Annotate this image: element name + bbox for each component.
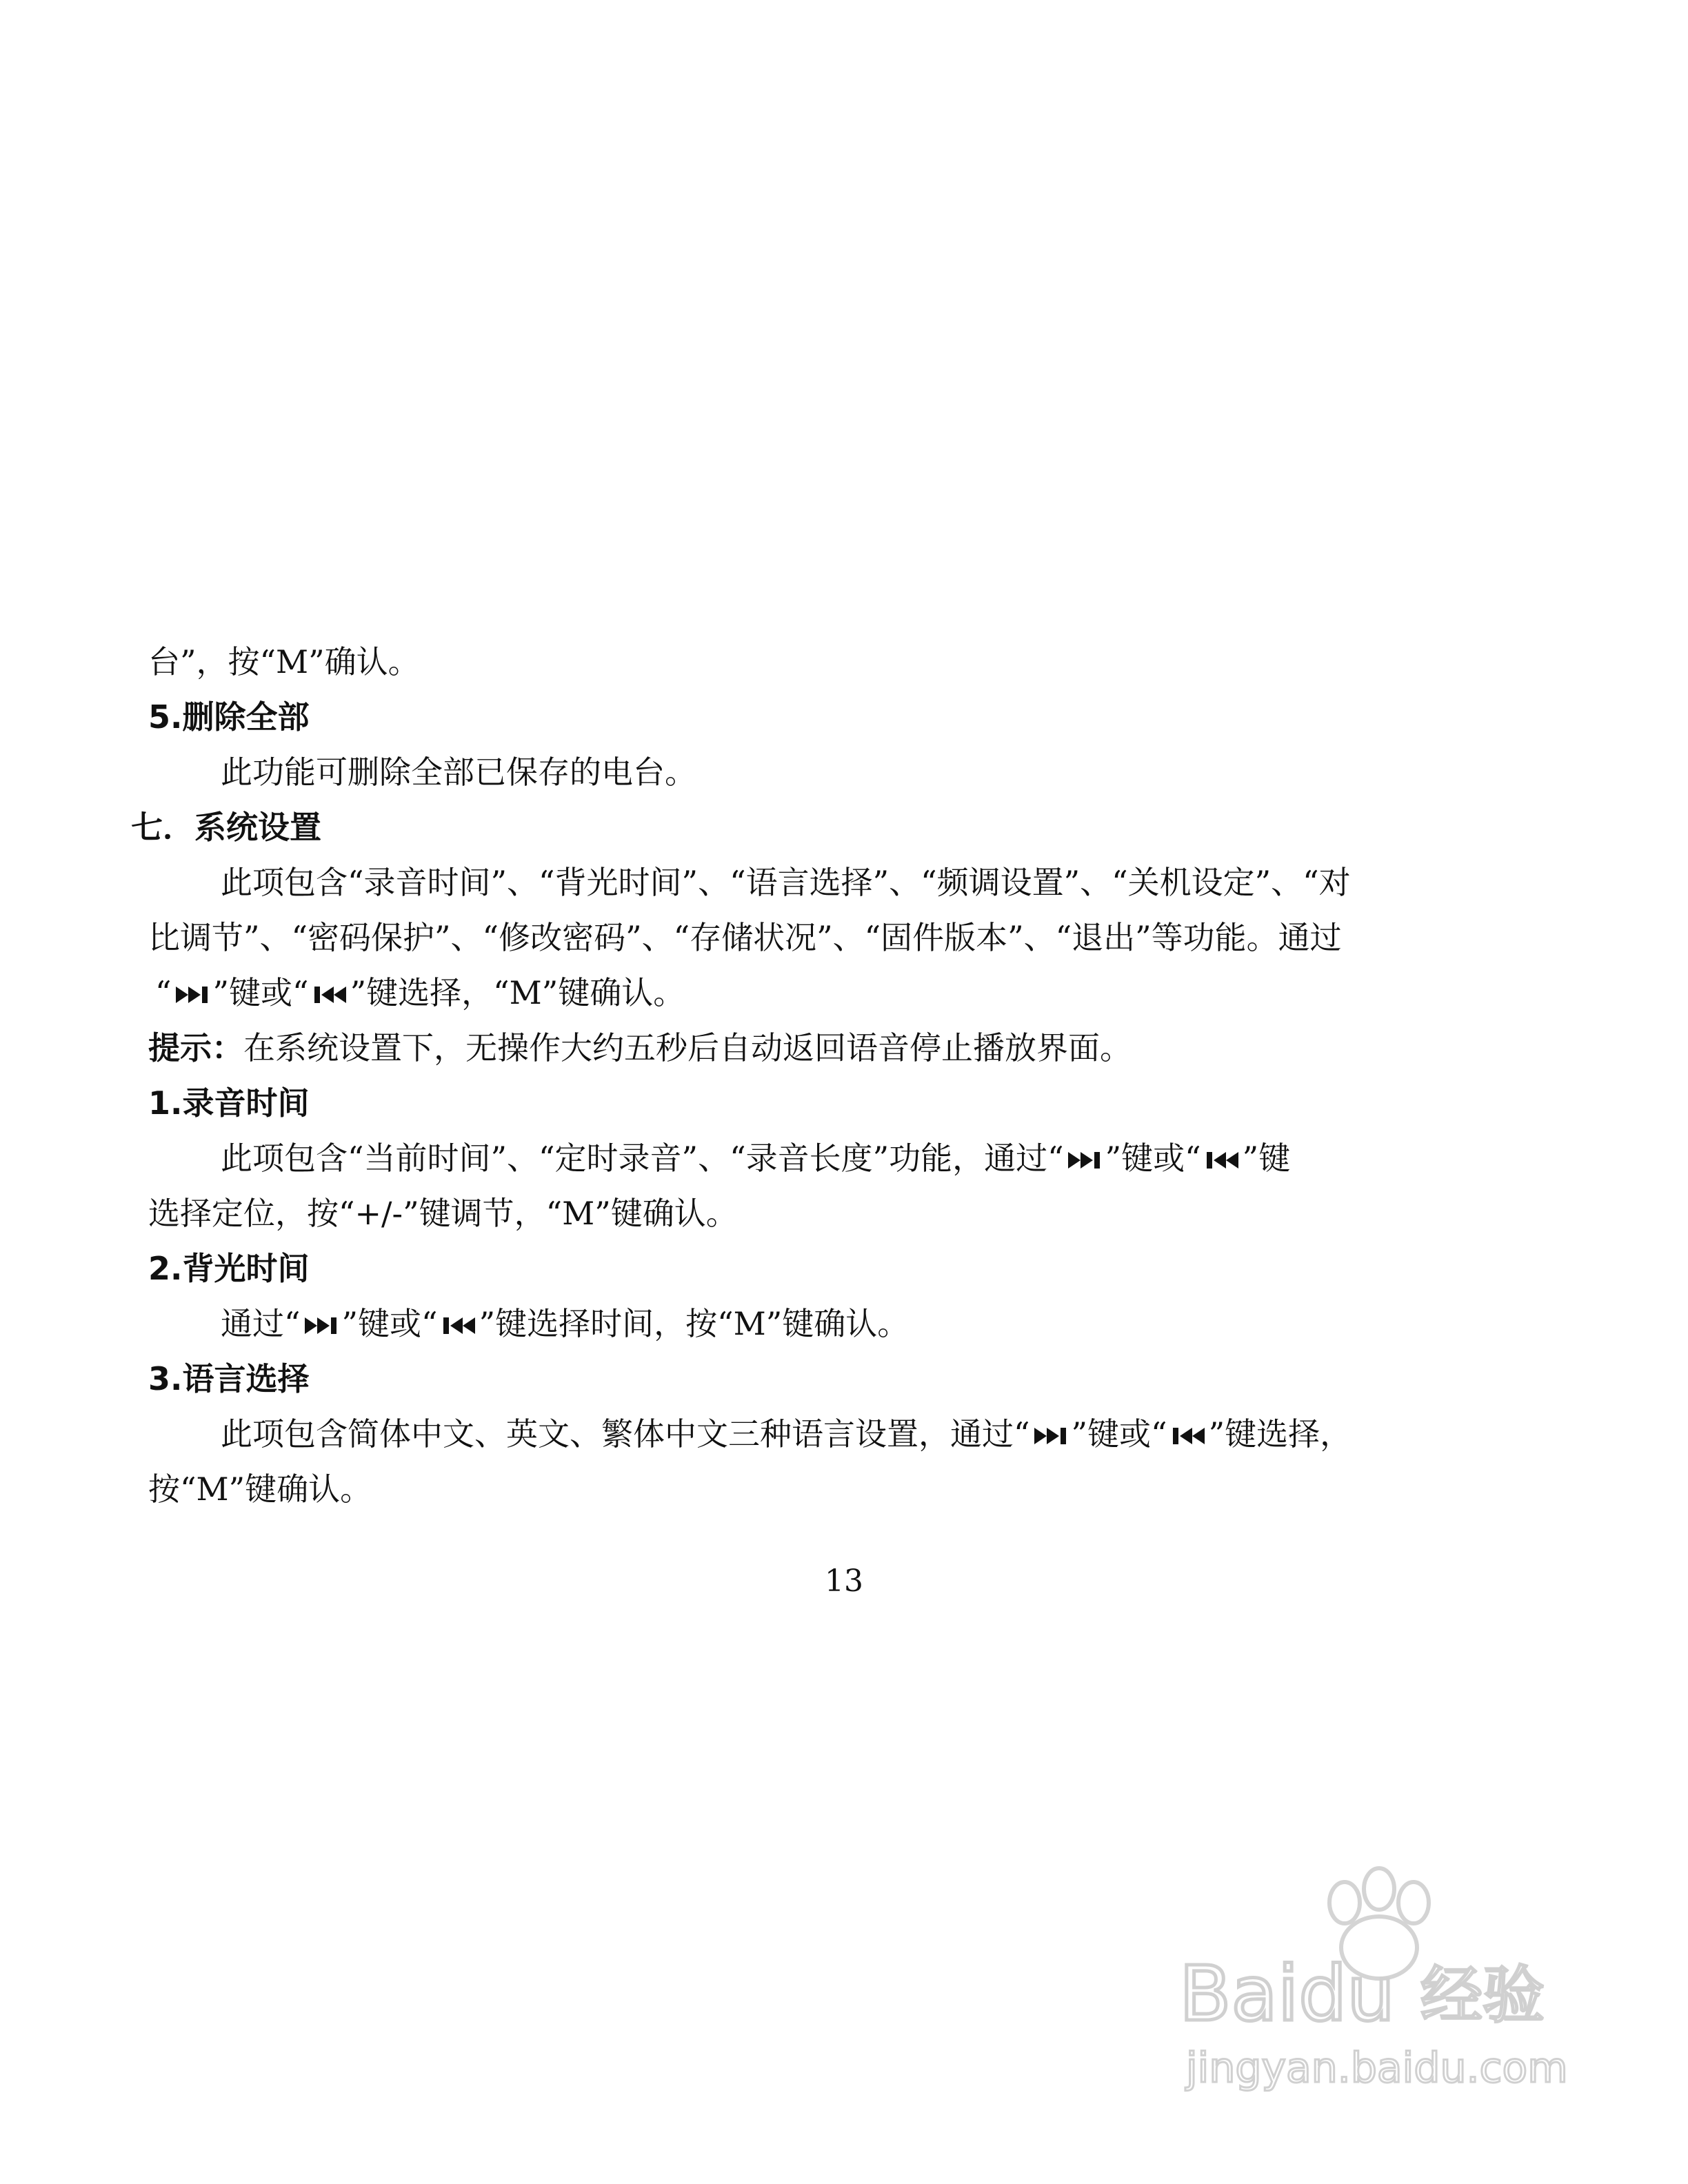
watermark-brand-cn: 经验 [1420,1959,1545,2032]
text-fragment: ”键选择， [1208,1415,1352,1453]
text-line [155,972,685,1013]
previous-track-icon [312,984,348,1005]
text-line: 此项包含“录音时间”、“背光时间”、“语言选择”、“频调设置”、“关机设定”、“对 [221,864,1351,901]
text-fragment: 通过“ [221,1305,301,1342]
text-fragment: ”键或“ [1105,1140,1201,1177]
tip-label: 提示： [148,1029,243,1066]
next-track-icon [174,984,210,1005]
previous-track-icon [441,1315,476,1336]
text-line: 按“M”键确认。 [148,1470,372,1508]
next-track-icon [303,1315,339,1336]
text-fragment: 此项包含简体中文、英文、繁体中文三种语言设置，通过“ [221,1415,1030,1453]
next-track-icon [1067,1150,1103,1171]
text-fragment: ”键选择，“M”键确认。 [350,974,685,1011]
section-heading-record-time: 1.录音时间 [148,1084,310,1122]
watermark-brand: Baidu [1179,1950,1395,2038]
page-number: 13 [825,1564,863,1599]
text-fragment: ”键选择时间，按“M”键确认。 [479,1305,910,1342]
tip-text: 在系统设置下，无操作大约五秒后自动返回语音停止播放界面。 [243,1029,1132,1066]
watermark-url: jingyan.baidu.com [1186,2044,1568,2092]
text-fragment: ”键或“ [1071,1415,1167,1453]
previous-track-icon [1170,1426,1206,1446]
text-fragment: ”键或“ [341,1305,438,1342]
text-line [221,1413,1352,1455]
text-line: 台”，按“M”确认。 [148,643,420,680]
section-heading-backlight-time: 2.背光时间 [148,1250,310,1287]
text-line [221,1138,1290,1179]
text-line: 选择定位，按“+/-”键调节，“M”键确认。 [148,1195,738,1232]
section-heading-delete-all: 5.删除全部 [148,698,310,736]
baidu-watermark [1172,1861,1586,2096]
chapter-heading-system-settings: 七．系统设置 [131,809,321,846]
previous-track-icon [1204,1150,1240,1171]
text-line: 比调节”、“密码保护”、“修改密码”、“存储状况”、“固件版本”、“退出”等功能。通过 [148,919,1342,956]
text-fragment: ”键或“ [212,974,309,1011]
next-track-icon [1033,1426,1069,1446]
tip-line [148,1027,1132,1069]
text-line [221,1303,909,1344]
text-fragment: ”键 [1242,1140,1291,1177]
section-heading-language: 3.语言选择 [148,1360,310,1397]
text-fragment: “ [155,974,172,1011]
text-fragment: 此项包含“当前时间”、“定时录音”、“录音长度”功能，通过“ [221,1140,1064,1177]
text-line: 此功能可删除全部已保存的电台。 [221,754,696,791]
